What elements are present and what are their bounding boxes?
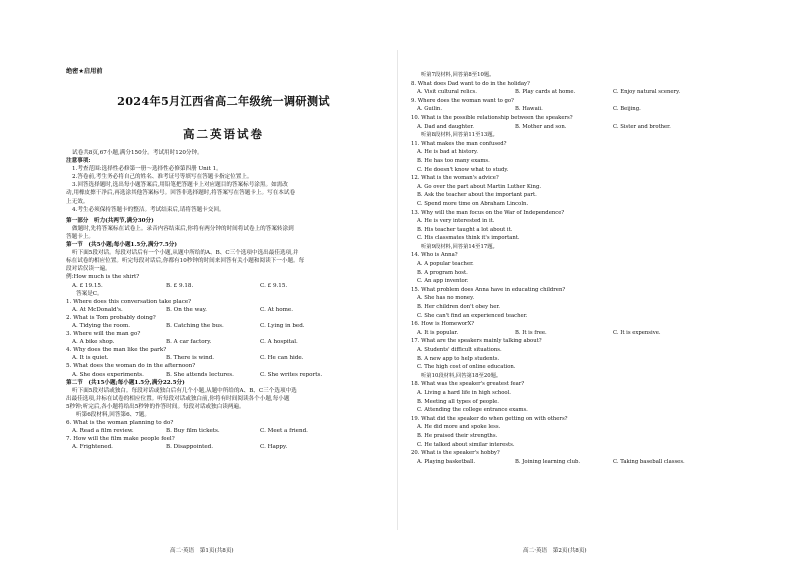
exam-info: 试卷共8页,67小题,满分150分。考试用时120分钟。 [72, 150, 203, 156]
options [66, 371, 381, 379]
option-c: C. He talked about similar interests. [417, 441, 515, 448]
option-c: C. She can't find an experienced teacher. [417, 312, 528, 319]
option-b: B. Hawaii. [515, 106, 543, 113]
option-c: C. At home. [260, 306, 293, 313]
option-a: A. He is very interested in it. [417, 218, 495, 225]
option-c: C. The high cost of online education. [417, 364, 516, 371]
option-b: B. He praised their strengths. [417, 432, 498, 439]
option-c: C. Beijing. [613, 106, 641, 113]
notice-line: 动,用橡皮擦干净后,再选涂其他答案标号。回答非选择题时,将答案写在答题卡上。写在本试卷 [66, 190, 296, 197]
question: 20. What is the speaker's hobby? [411, 450, 500, 457]
section1-desc: 段对话仅读一遍。 [66, 266, 111, 273]
option-b: B. On the way. [166, 306, 207, 313]
example-options [66, 282, 381, 290]
options [66, 354, 381, 362]
option-c: C. Attending the college entrance exams. [417, 407, 528, 414]
option-a: A. It is popular. [417, 329, 459, 336]
option-c: C. £ 9.15. [260, 282, 288, 289]
section2-desc: 5秒钟;听完后,各小题将给出5秒钟的作答时间。每段对话或独白读两遍。 [66, 403, 245, 410]
options [411, 329, 754, 338]
option-c: C. Lying in bed. [260, 322, 305, 329]
option-b: B. She attends lectures. [166, 371, 234, 378]
option-c: C. He can hide. [260, 355, 304, 362]
material-hint: 听第7段材料,回答第8至10题。 [421, 72, 495, 78]
option-b: B. Buy film tickets. [166, 428, 220, 435]
option-b: B. A car factory. [166, 339, 212, 346]
question: 6. What is the woman planning to do? [66, 420, 174, 427]
option-c: C. An app inventor. [417, 278, 469, 285]
option-b: B. Play cards at home. [515, 89, 576, 96]
page-footer: 高二·英语 第1页(共8页) [170, 548, 234, 554]
notice-line: 4.考生必须保持答题卡的整洁。考试结束后,请将答题卡交回。 [72, 206, 225, 213]
question: 5. What does the woman do in the afternoon? [66, 363, 196, 370]
option-b: B. It is free. [515, 329, 547, 336]
section2-desc: 出最佳选项,并标在试卷的相应位置。听每段对话或独白前,你将有时间阅读各个小题,每小题 [66, 395, 290, 402]
option-a: A. Living a hard life in high school. [417, 389, 511, 396]
exam-page-2 [397, 0, 794, 566]
option-a: A. A popular teacher. [417, 261, 474, 268]
option-c: C. Enjoy natural scenery. [613, 89, 681, 96]
part1-title: 第一部分 听力(共两节,满分30分) [66, 217, 154, 224]
options [66, 427, 381, 435]
section1-desc: 听下面5段对话。每段对话后有一个小题,从题中所给的A、B、C三个选项中选出最佳选项,并 [72, 250, 299, 257]
option-b: B. £ 9.18. [166, 282, 194, 289]
option-a: A. Go over the part about Martin Luther King. [417, 183, 542, 190]
option-b: B. Meeting all types of people. [417, 398, 499, 405]
section1-title: 第一节 (共5小题;每小题1.5分,满分7.5分) [66, 242, 177, 249]
options [66, 322, 381, 330]
confidential-mark: 绝密★启用前 [66, 68, 103, 75]
option-a: A. £ 19.15. [72, 282, 103, 289]
material-hint: 听第8段材料,回答第11至13题。 [421, 132, 498, 139]
question: 16. How is HomeworX? [411, 321, 475, 328]
option-c: C. His classmates think it's important. [417, 235, 520, 242]
option-c: C. Spend more time on Abraham Lincoln. [417, 200, 529, 207]
notice-line: 2.答卷前,考生务必将自己的姓名、准考证号等填写在答题卡指定位置上。 [72, 174, 253, 181]
exam-subtitle: 高二英语试卷 [183, 127, 264, 141]
question: 15. What problem does Anna have in educating children? [411, 286, 566, 293]
question: 13. Why will the man focus on the War of Independence? [411, 209, 565, 216]
question: 12. What is the woman's advice? [411, 175, 499, 182]
option-a: A. She does experiments. [72, 371, 144, 378]
material-hint: 听第9段材料,回答第14至17题。 [421, 243, 498, 250]
question: 11. What makes the man confused? [411, 140, 507, 147]
question: 18. What was the speaker's greatest fear? [411, 381, 525, 388]
question: 10. What is the possible relationship between the speakers? [411, 114, 573, 121]
option-a: A. She has no money. [417, 295, 475, 302]
option-b: B. Her children don't obey her. [417, 304, 500, 311]
option-c: C. Meet a friend. [260, 428, 308, 435]
options [66, 443, 381, 451]
option-b: B. He has too many exams. [417, 157, 490, 164]
option-b: B. A program host. [417, 269, 468, 276]
question: 17. What are the speakers mainly talking about? [411, 338, 542, 345]
question: 7. How will the film make people feel? [66, 436, 175, 443]
options [411, 88, 754, 97]
option-b: B. Catching the bus. [166, 322, 224, 329]
option-a: A. Students' difficult situations. [417, 347, 502, 353]
notice-title: 注意事项: [66, 158, 91, 165]
option-a: A. He is bad at history. [417, 149, 478, 156]
question: 8. What does Dad want to do in the holiday? [411, 80, 530, 87]
option-c: C. She writes reports. [260, 371, 323, 378]
option-c: C. Taking baseball classes. [613, 458, 685, 465]
section2-desc: 听下面5段对话或独白。每段对话或独白后有几个小题,从题中所给的A、B、C三个选项中选 [72, 387, 297, 394]
options [66, 306, 381, 314]
example-answer: 答案是C。 [76, 290, 103, 297]
question: 3. Where will the man go? [66, 331, 141, 338]
option-b: B. Disappointed. [166, 444, 213, 451]
option-a: A. Tidying the room. [72, 322, 131, 329]
question: 2. What is Tom probably doing? [66, 314, 156, 321]
exam-title: 2024年5月江西省高二年级统一调研测试 [117, 94, 330, 108]
question: 4. Why does the man like the park? [66, 347, 167, 354]
options [411, 123, 754, 132]
section2-title: 第二节 (共15小题;每小题1.5分,满分22.5分) [66, 379, 185, 386]
question: 9. Where does the woman want to go? [411, 97, 514, 104]
question: 14. Who is Anna? [411, 252, 458, 259]
part1-desc: 做题时,先将答案标在试卷上。录音内容结束后,你将有两分钟的时间将试卷上的答案转涂到 [72, 225, 294, 232]
option-a: A. He did more and spoke less. [417, 424, 501, 431]
option-a: A. Read a film review. [72, 428, 134, 435]
option-b: B. Joining learning club. [515, 458, 581, 465]
option-a: A. It is quiet. [72, 355, 109, 362]
option-c: C. He doesn't know what to study. [417, 166, 509, 173]
option-a: A. Visit cultural relics. [417, 89, 477, 96]
question: 1. Where does this conversation take place? [66, 298, 192, 305]
option-c: C. A hospital. [260, 339, 298, 346]
option-b: B. His teacher taught a lot about it. [417, 226, 513, 233]
option-b: B. Ask the teacher about the important part. [417, 192, 537, 199]
option-b: B. A new app to help students. [417, 355, 500, 362]
material-hint: 听第6段材料,回答第6、7题。 [76, 412, 150, 418]
option-c: C. Happy. [260, 444, 288, 451]
question: 19. What did the speaker do when getting on with others? [411, 415, 568, 422]
option-a: A. Guilin. [417, 106, 443, 113]
option-a: A. Playing basketball. [417, 458, 476, 465]
option-b: B. Mother and son. [515, 123, 567, 130]
option-a: A. At McDonald's. [72, 306, 123, 313]
option-a: A. Frightened. [72, 444, 113, 451]
notice-line: 1.考查范围:选择性必修第一册～选择性必修第四册 Unit 1。 [72, 166, 222, 173]
option-a: A. Dad and daughter. [417, 123, 474, 130]
notice-line: 3.回答选择题时,选出每小题答案后,用铅笔把答题卡上对应题目的答案标号涂黑。如需改 [72, 182, 288, 189]
material-hint: 听第10段材料,回答第18至20题。 [421, 372, 502, 379]
notice-line: 上无效。 [66, 198, 89, 205]
option-a: A. A bike shop. [72, 339, 115, 346]
section1-desc: 标在试卷的相应位置。听完每段对话后,你都有10秒钟的时间来回答有关小题和阅读下一小题。每 [66, 258, 305, 265]
option-b: B. There is wind. [166, 355, 215, 362]
part1-desc: 答题卡上。 [66, 233, 94, 240]
example-question: 例:How much is the shirt? [66, 274, 140, 281]
option-c: C. It is expensive. [613, 329, 661, 336]
options [411, 458, 754, 467]
options [411, 105, 754, 114]
options [66, 338, 381, 346]
page-footer: 高二·英语 第2页(共8页) [523, 548, 587, 554]
option-c: C. Sister and brother. [613, 123, 671, 130]
